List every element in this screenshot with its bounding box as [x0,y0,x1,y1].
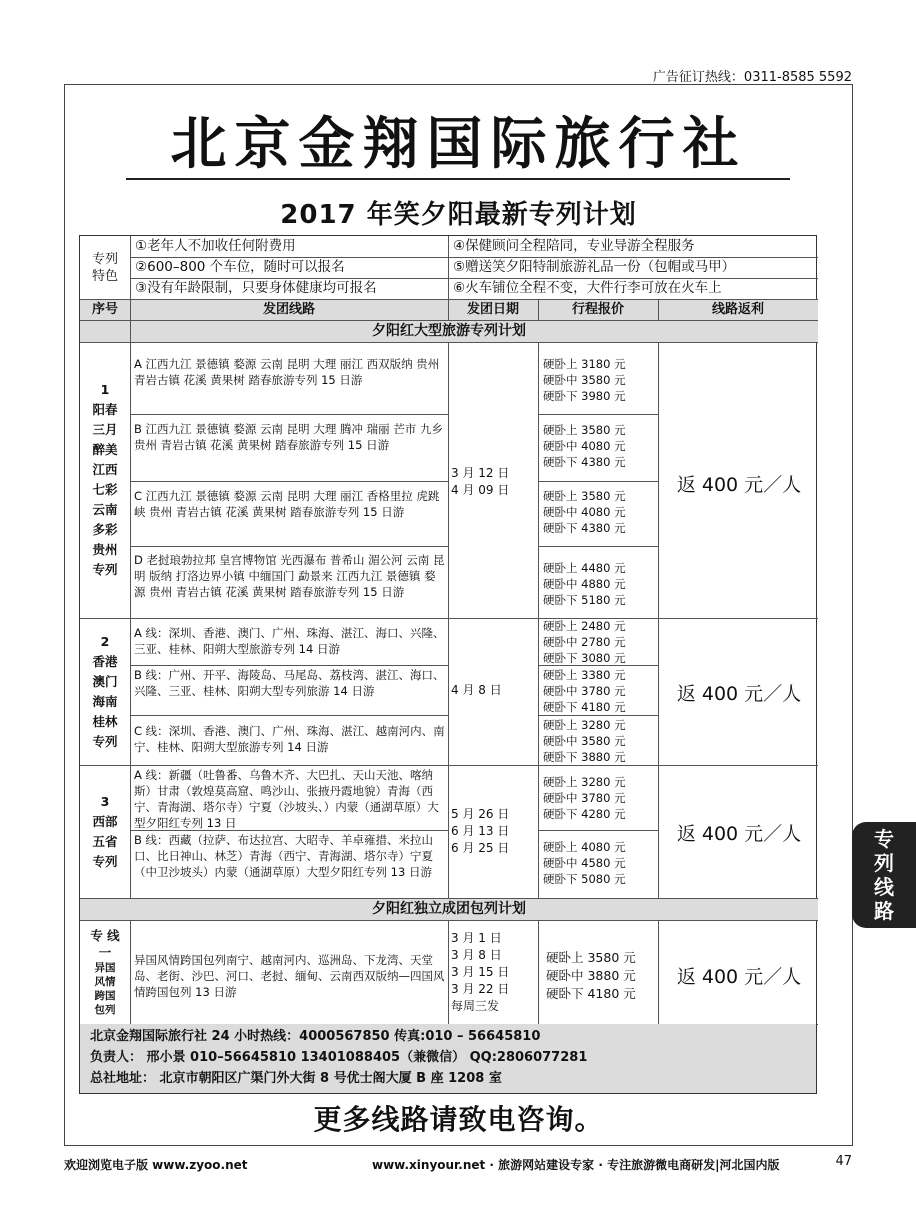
rebate-group-4: 返 400 元／人 [676,966,802,988]
company-title: 北京金翔国际旅行社 [170,111,747,177]
page-number: 47 [835,1154,852,1169]
col-header-price: 行程报价 [571,302,624,317]
route-1c: C 江西九江 景德镇 婺源 云南 昆明 大理 丽江 香格里拉 虎跳峡 贵州 青岩古镇 花溪 黄果树 踏春旅游专列 15 日游 [134,489,440,519]
route-4: 异国风情跨国包列南宁、越南河内、巡洲岛、下龙湾、天堂岛、老街、沙巴、河口、老挝、缅甸、云南西双版纳—四国风情跨国包列 13 日游 [134,953,445,999]
footer-left-link[interactable]: 欢迎浏览电子版 www.zyoo.net [64,1158,248,1172]
route-2a: A 线：深圳、香港、澳门、广州、珠海、湛江、海口、兴隆、三亚、桂林、阳朔大型旅游专列 14 日游 [134,626,445,656]
section-title-large-trains: 夕阳红大型旅游专列计划 [372,323,526,339]
section-title-charter: 夕阳红独立成团包列计划 [372,901,526,917]
route-2b: B 线：广州、开平、海陵岛、马尾岛、荔枝湾、湛江、海口、兴隆、三亚、桂林、阳朔大型专列旅游 14 日游 [134,668,445,698]
price-3b: 硬卧上 4080 元 硬卧中 4580 元 硬卧下 5080 元 [543,840,626,886]
group-3-label: 3 西部 五省 专列 [92,793,118,869]
itinerary-table [79,235,817,1030]
price-3a: 硬卧上 3280 元 硬卧中 3780 元 硬卧下 4280 元 [543,775,626,821]
route-3a: A 线：新疆（吐鲁番、乌鲁木齐、大巴扎、天山天池、喀纳斯）甘肃（敦煌莫高窟、鸣沙山、张掖丹霞地貌）青海（西宁、青海湖、塔尔寺）宁夏（沙坡头、）内蒙（通湖草原）大型夕阳红专列 13 日 [134,768,439,830]
group-2-label: 2 香港 澳门 海南 桂林 专列 [92,633,118,749]
feature-6: ⑥火车铺位全程不变，大件行李可放在火车上 [453,280,722,296]
rebate-group-3: 返 400 元／人 [676,823,802,845]
features-label-line2: 特色 [91,268,118,284]
contact-line-1: 北京金翔国际旅行社 24 小时热线：4000567850 传真:010 – 56645810 [90,1029,541,1044]
price-1d: 硬卧上 4480 元 硬卧中 4880 元 硬卧下 5180 元 [543,561,626,607]
title-divider [126,178,790,180]
col-header-route: 发团线路 [262,302,315,317]
feature-2: ②600–800 个车位，随时可以报名 [135,259,345,275]
feature-4: ④保健顾问全程陪同，专业导游全程服务 [453,238,695,254]
route-1b: B 江西九江 景德镇 婺源 云南 昆明 大理 腾冲 瑞丽 芒市 九乡 贵州 青岩古镇 花溪 黄果树 踏春旅游专列 15 日游 [134,422,443,452]
more-routes-callout: 更多线路请致电咨询。 [313,1103,604,1136]
price-2c: 硬卧上 3280 元 硬卧中 3580 元 硬卧下 3880 元 [543,718,626,764]
feature-5: ⑤赠送笑夕阳特制旅游礼品一份（包帽或马甲） [453,259,736,275]
price-1b: 硬卧上 3580 元 硬卧中 4080 元 硬卧下 4380 元 [543,423,626,469]
group-1-label: 1 阳春 三月 醉美 江西 七彩 云南 多彩 贵州 专列 [92,382,118,577]
side-tab-special-trains: 专 列 线 路 [852,822,916,928]
feature-1: ①老年人不加收任何附费用 [135,238,296,254]
col-header-date: 发团日期 [466,302,519,317]
price-2b: 硬卧上 3380 元 硬卧中 3780 元 硬卧下 4180 元 [543,668,626,714]
route-2c: C 线：深圳、香港、澳门、广州、珠海、湛江、越南河内、南宁、桂林、阳朔大型旅游专列 14 日游 [134,724,445,754]
dates-group-2: 4 月 8 日 [451,683,502,697]
group-4-label: 专 线 一 异国 风情 跨国 包列 [90,928,120,1016]
contact-line-2: 负责人： 邢小景 010–56645810 13401088405（兼微信） QQ:2806077281 [90,1050,588,1065]
footer-right-link[interactable]: www.xinyour.net · 旅游网站建设专家 · 专注旅游微电商研发|河北国内版 [372,1158,780,1172]
rebate-group-2: 返 400 元／人 [676,683,802,705]
contact-line-3: 总社地址： 北京市朝阳区广渠门外大街 8 号优士阁大厦 B 座 1208 室 [90,1071,502,1086]
ad-hotline: 广告征订热线：0311-8585 5592 [652,70,852,85]
features-label [80,236,130,299]
route-1d: D 老挝琅勃拉邦 皇宫博物馆 光西瀑布 普希山 湄公河 云南 昆明 版纳 打洛边界小镇 中缅国门 勐景来 江西九江 景德镇 婺源 贵州 青岩古镇 花溪 黄果树 踏春旅游专列 15 日游 [134,553,445,599]
features-label-line1: 专列 [91,251,118,267]
price-2a: 硬卧上 2480 元 硬卧中 2780 元 硬卧下 3080 元 [543,619,626,665]
price-4: 硬卧上 3580 元 硬卧中 3880 元 硬卧下 4180 元 [546,950,636,1001]
plan-title: 2017 年笑夕阳最新专列计划 [280,200,637,230]
dates-group-3: 5 月 26 日 6 月 13 日 6 月 25 日 [451,807,510,855]
price-1a: 硬卧上 3180 元 硬卧中 3580 元 硬卧下 3980 元 [543,357,626,403]
col-header-no: 序号 [91,302,118,317]
route-1a: A 江西九江 景德镇 婺源 云南 昆明 大理 丽江 西双版纳 贵州 青岩古镇 花溪 黄果树 踏春旅游专列 15 日游 [134,357,440,387]
route-3b: B 线：西藏（拉萨、布达拉宫、大昭寺、羊卓雍措、米拉山口、比日神山、林芝）青海（西宁、青海湖、塔尔寺）宁夏（中卫沙坡头）内蒙（通湖草原）大型夕阳红专列 13 日游 [134,833,434,879]
feature-3: ③没有年龄限制，只要身体健康均可报名 [135,280,377,296]
dates-group-4: 3 月 1 日 3 月 8 日 3 月 15 日 3 月 22 日 每周三发 [451,931,510,1013]
dates-group-1: 3 月 12 日 4 月 09 日 [451,466,510,497]
rebate-group-1: 返 400 元／人 [676,474,802,496]
contact-box [79,1024,817,1094]
price-1c: 硬卧上 3580 元 硬卧中 4080 元 硬卧下 4380 元 [543,489,626,535]
col-header-rebate: 线路返利 [711,302,764,317]
